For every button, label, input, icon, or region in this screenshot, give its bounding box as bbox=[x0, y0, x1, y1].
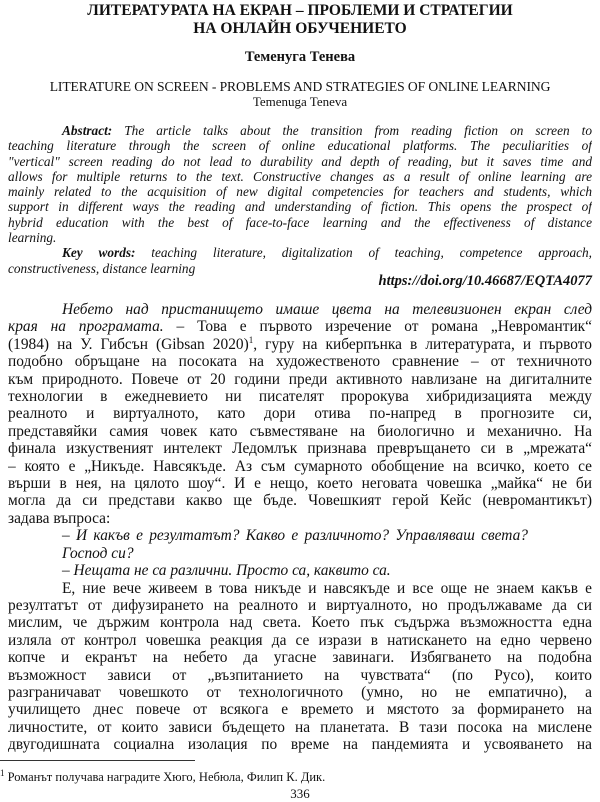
footnote-mark: 1 bbox=[0, 767, 5, 778]
text-run: Е, ние вече живеем в това никъде и навсякъде и все още не знаем какъв е bbox=[62, 579, 592, 597]
text-run: изляла от контрол човешка реакция да се изрази в натискането на едно червено bbox=[8, 631, 592, 649]
text-run: задава въпроса: bbox=[8, 509, 111, 527]
abstract-line bbox=[8, 215, 592, 230]
body-line bbox=[8, 475, 592, 492]
text-run: The article talks about the transition from reading fiction on screen to bbox=[112, 123, 592, 138]
text-run: мислим, че държим контрола над света. Което пък съдържа възможността една bbox=[8, 614, 592, 632]
body-line bbox=[8, 423, 592, 440]
body-line bbox=[8, 667, 592, 684]
text-run: училището днес повече от всякога е времето и мястото за формирането на bbox=[8, 701, 592, 719]
footnote-divider bbox=[0, 760, 195, 761]
body-line bbox=[8, 492, 592, 509]
text-run: teaching literature, digitalization of teaching, competence approach, bbox=[135, 245, 592, 261]
body-line bbox=[8, 371, 592, 388]
text-run: подобно обръщане на посоката на художественото сравнение – от техничното bbox=[8, 353, 592, 371]
text-run: allows for multiple returns to the text. Constructive changes as a result of online learning are bbox=[8, 168, 592, 184]
body-line bbox=[8, 405, 592, 422]
abstract-line bbox=[8, 230, 592, 245]
text-run: могла да си представи какво ще бъде. Човешкият герой Кейс (невромантикът) bbox=[8, 492, 592, 510]
text-run: върши в нея, на цялото шоу“. И е нещо, което неговата човешка „майка“ не би bbox=[8, 475, 592, 493]
text-run: резултатът от дифузирането на реалното и виртуалното, но продължаваме да си bbox=[8, 596, 592, 614]
text-run: – Това е първото изречение от романа „Невромантик“ bbox=[163, 318, 592, 336]
text-run: support in different ways the reading and understanding of fiction. This opens the prospect of bbox=[8, 199, 592, 215]
text-run: представяйки самия човек като съвместяване на биологично и механично. На bbox=[8, 422, 592, 440]
english-author: Temenuga Teneva bbox=[252, 94, 348, 109]
text-run: , гуру на киберпънка в литературата, и първото bbox=[253, 335, 592, 353]
article-title bbox=[8, 2, 592, 38]
body-line bbox=[8, 580, 592, 597]
body-line bbox=[8, 301, 592, 318]
footnote bbox=[0, 767, 584, 785]
body-line bbox=[8, 458, 592, 475]
text-run: края на програмата. bbox=[8, 318, 164, 336]
body-line bbox=[8, 597, 592, 614]
body-line bbox=[8, 388, 592, 405]
text-run: реалното и виртуалното, като дори отива по-напред в прогнозите си, bbox=[8, 405, 592, 423]
text-run: личностите, от които зависи бъдещето на планетата. В тази посока на мислене bbox=[8, 718, 592, 736]
title-line: НА ОНЛАЙН ОБУЧЕНИЕТО bbox=[193, 20, 407, 37]
body-line bbox=[8, 649, 592, 666]
body-line bbox=[8, 632, 592, 649]
body-line bbox=[8, 510, 592, 527]
body-line bbox=[8, 719, 592, 736]
body-line bbox=[8, 527, 528, 544]
abstract-line bbox=[8, 138, 592, 153]
doi-link[interactable]: https://doi.org/10.46687/EQTA4077 bbox=[378, 273, 592, 289]
body-line bbox=[8, 684, 592, 701]
text-run: към природното. Повече от 20 години преди активното навлизане на дигиталните bbox=[8, 370, 592, 388]
footnote-reference[interactable]: 1 bbox=[248, 335, 254, 345]
text-run: – която е „Никъде. Навсякъде. Аз съм сумарното обобщение на всичко, което се bbox=[8, 457, 592, 475]
body-line bbox=[8, 701, 592, 718]
text-run: learning. bbox=[8, 230, 57, 246]
text-run: разграничават човешкото от технологичното (умно, но не емпатично), а bbox=[8, 683, 592, 701]
text-run: – И какъв е резултатът? Какво е различното? Управляваш света? bbox=[62, 527, 528, 545]
page-number: 336 bbox=[290, 786, 310, 801]
abstract bbox=[8, 123, 592, 276]
text-run: финала изкуственият интелект Ледомлък признава превръщането си в „мрежата“ bbox=[8, 440, 592, 458]
text-run: Господ си? bbox=[62, 544, 134, 562]
text-run: двугодишната социална изолация по време на пандемията и усвояването на bbox=[8, 736, 592, 754]
abstract-line bbox=[8, 123, 592, 138]
body-line bbox=[8, 614, 592, 631]
abstract-line bbox=[8, 199, 592, 214]
english-title: LITERATURE ON SCREEN - PROBLEMS AND STRATEGIES OF ONLINE LEARNING bbox=[49, 79, 551, 94]
section-label: Key words: bbox=[62, 245, 136, 261]
body-line bbox=[8, 562, 528, 579]
abstract-line bbox=[8, 184, 592, 199]
body-line bbox=[8, 545, 528, 562]
body-text bbox=[8, 301, 592, 754]
text-run: teaching literature through the screen of online educational platforms. The peculiarities of bbox=[8, 138, 592, 154]
text-run: constructiveness, distance learning bbox=[8, 260, 196, 276]
text-run: – Нещата не са различни. Просто са, каквито са. bbox=[62, 562, 391, 580]
text-run: "vertical" screen reading do not lead to durability and depth of reading, but it saves time and bbox=[8, 153, 592, 169]
body-line bbox=[8, 336, 592, 353]
section-label: Abstract: bbox=[62, 123, 113, 138]
text-run: технологии в ежедневието ни писателят пророкува хибридизацията между bbox=[8, 388, 592, 406]
text-run: hybrid education with the best of face-to-face learning and the effectiveness of distance bbox=[8, 214, 592, 230]
title-line: ЛИТЕРАТУРАТА НА ЕКРАН – ПРОБЛЕМИ И СТРАТЕГИИ bbox=[87, 2, 513, 19]
body-line bbox=[8, 353, 592, 370]
abstract-line bbox=[8, 169, 592, 184]
body-line bbox=[8, 440, 592, 457]
body-line bbox=[8, 318, 592, 335]
body-line bbox=[8, 736, 592, 753]
abstract-line bbox=[8, 245, 592, 260]
text-run: Небето над пристанището имаше цвета на телевизионен екран след bbox=[62, 301, 592, 318]
abstract-line bbox=[8, 154, 592, 169]
text-run: mainly related to the acquisition of new digital competencies for teachers and students, which bbox=[8, 184, 592, 200]
author-name: Теменуга Тенева bbox=[244, 49, 356, 65]
text-run: копче и екранът на небето да угасне завинаги. Избягването на подобна bbox=[8, 649, 592, 667]
text-run: възможност зависи от „възпитанието на чувствата“ (по Русо), които bbox=[8, 666, 592, 684]
text-run: (1984) на У. Гибсън (Gibsan 2020) bbox=[8, 335, 249, 353]
footnote-text: Романът получава наградите Хюго, Небюла, Филип К. Дик. bbox=[4, 770, 326, 784]
